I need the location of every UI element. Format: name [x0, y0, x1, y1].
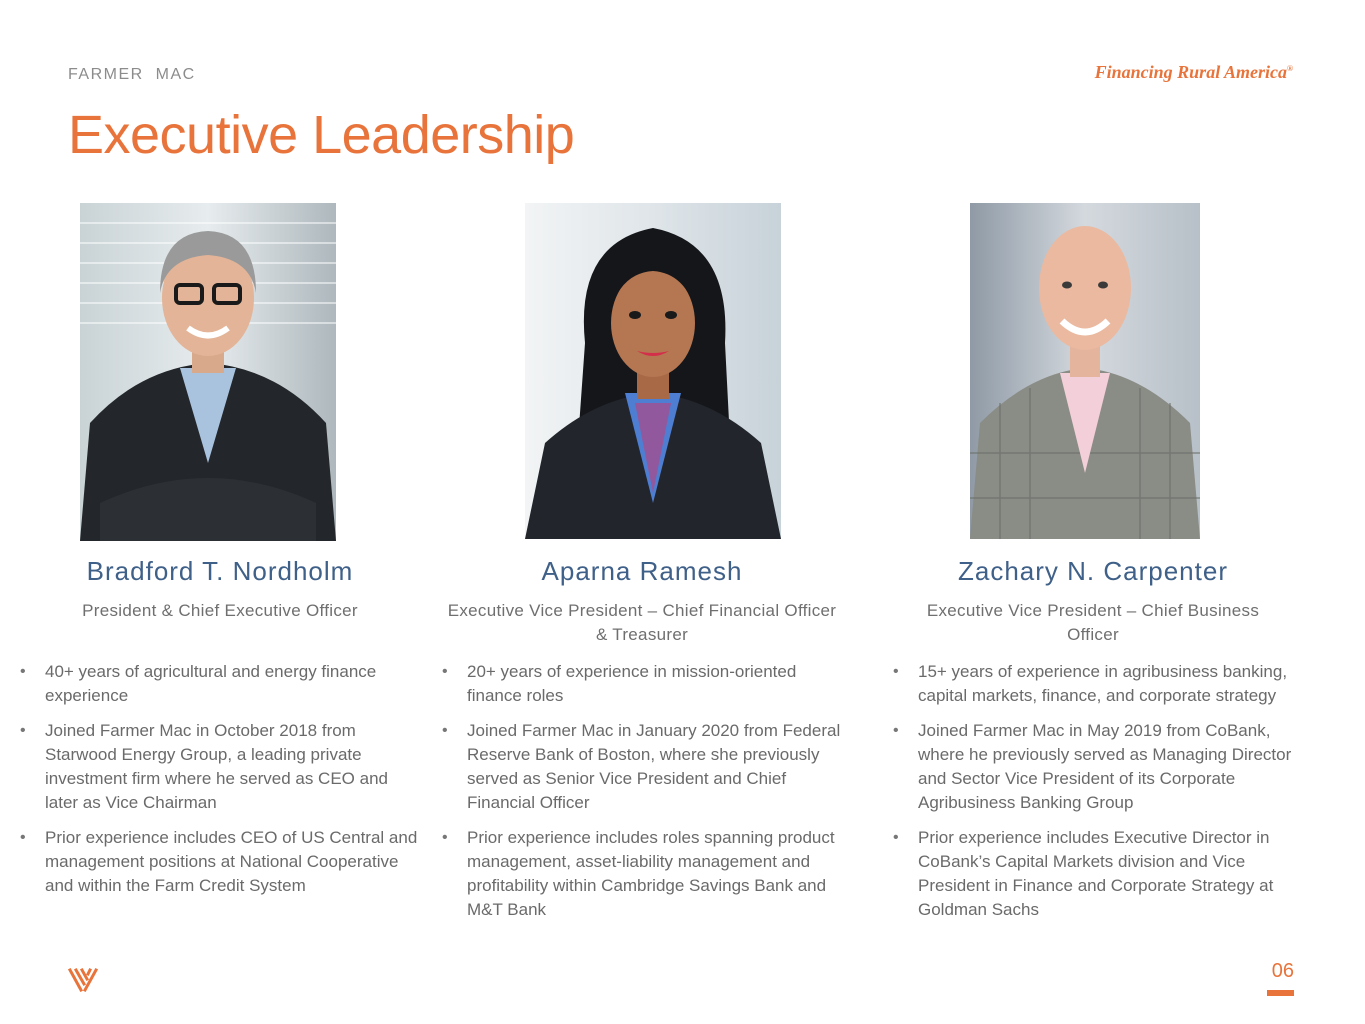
bullet-icon: • — [893, 722, 899, 739]
bullet-list — [893, 660, 1303, 922]
executive-column-2 — [442, 556, 842, 933]
name-role-block — [893, 556, 1293, 647]
executive-role: Executive Vice President – Chief Business Officer — [926, 601, 1260, 644]
registered-mark: ® — [1287, 64, 1293, 73]
bullet-icon: • — [20, 663, 26, 680]
farmer-mac-logo-icon — [68, 966, 98, 992]
bullet-text: Prior experience includes Executive Director in CoBank’s Capital Markets division and Vice President in Finance and Corporate Strategy at Goldman Sachs — [918, 828, 1274, 919]
list-item — [893, 660, 1303, 708]
executive-name: Bradford T. Nordholm — [86, 556, 354, 586]
portrait-photo-2 — [525, 203, 781, 539]
tagline-text: Financing Rural America — [1094, 62, 1288, 82]
bullet-text: 40+ years of agricultural and energy finance experience — [45, 662, 377, 705]
portrait-photo-3 — [970, 203, 1200, 539]
bullet-list — [442, 660, 842, 922]
page-number: 06 — [1271, 960, 1294, 982]
name-role-block — [442, 556, 842, 647]
list-item — [893, 826, 1303, 922]
executive-column-1 — [20, 556, 420, 909]
list-item — [442, 826, 842, 922]
bullet-icon: • — [893, 663, 899, 680]
executive-role: Executive Vice President – Chief Financial Officer & Treasurer — [447, 601, 837, 644]
brand-name: FARMER MAC — [68, 66, 196, 83]
list-item — [442, 719, 842, 815]
portrait-photo-1 — [80, 203, 336, 541]
list-item — [20, 826, 420, 898]
page-number-underline — [1267, 990, 1294, 996]
page-title: Executive Leadership — [68, 105, 575, 165]
bullet-text: Joined Farmer Mac in January 2020 from Federal Reserve Bank of Boston, where she previously served as Senior Vice President and Chief Financial Officer — [467, 721, 841, 812]
name-role-block — [20, 556, 420, 623]
bullet-text: 20+ years of experience in mission-oriented finance roles — [467, 662, 797, 705]
bullet-text: Prior experience includes CEO of US Central and management positions at National Cooperative and within the Farm Credit System — [45, 828, 418, 895]
executive-name: Zachary N. Carpenter — [958, 556, 1228, 586]
bullet-text: Joined Farmer Mac in October 2018 from Starwood Energy Group, a leading private investment firm where he served as CEO and later as Vice Chairman — [45, 721, 388, 812]
bullet-icon: • — [893, 829, 899, 846]
executive-name: Aparna Ramesh — [541, 556, 743, 586]
bullet-icon: • — [442, 663, 448, 680]
bullet-text: 15+ years of experience in agribusiness banking, capital markets, finance, and corporate strategy — [918, 662, 1288, 705]
executive-column-3 — [893, 556, 1303, 933]
list-item — [20, 660, 420, 708]
bullet-text: Prior experience includes roles spanning product management, asset-liability management and profitability within Cambridge Savings Bank and M&T Bank — [467, 828, 835, 919]
bullet-icon: • — [20, 829, 26, 846]
bullet-text: Joined Farmer Mac in May 2019 from CoBank, where he previously served as Managing Director and Sector Vice President of its Corporate Agribusiness Banking Group — [918, 721, 1292, 812]
bullet-icon: • — [442, 829, 448, 846]
tagline — [1095, 62, 1293, 83]
list-item — [20, 719, 420, 815]
list-item — [893, 719, 1303, 815]
executive-role: President & Chief Executive Officer — [82, 601, 358, 620]
bullet-list — [20, 660, 420, 898]
bullet-icon: • — [20, 722, 26, 739]
bullet-icon: • — [442, 722, 448, 739]
list-item — [442, 660, 842, 708]
